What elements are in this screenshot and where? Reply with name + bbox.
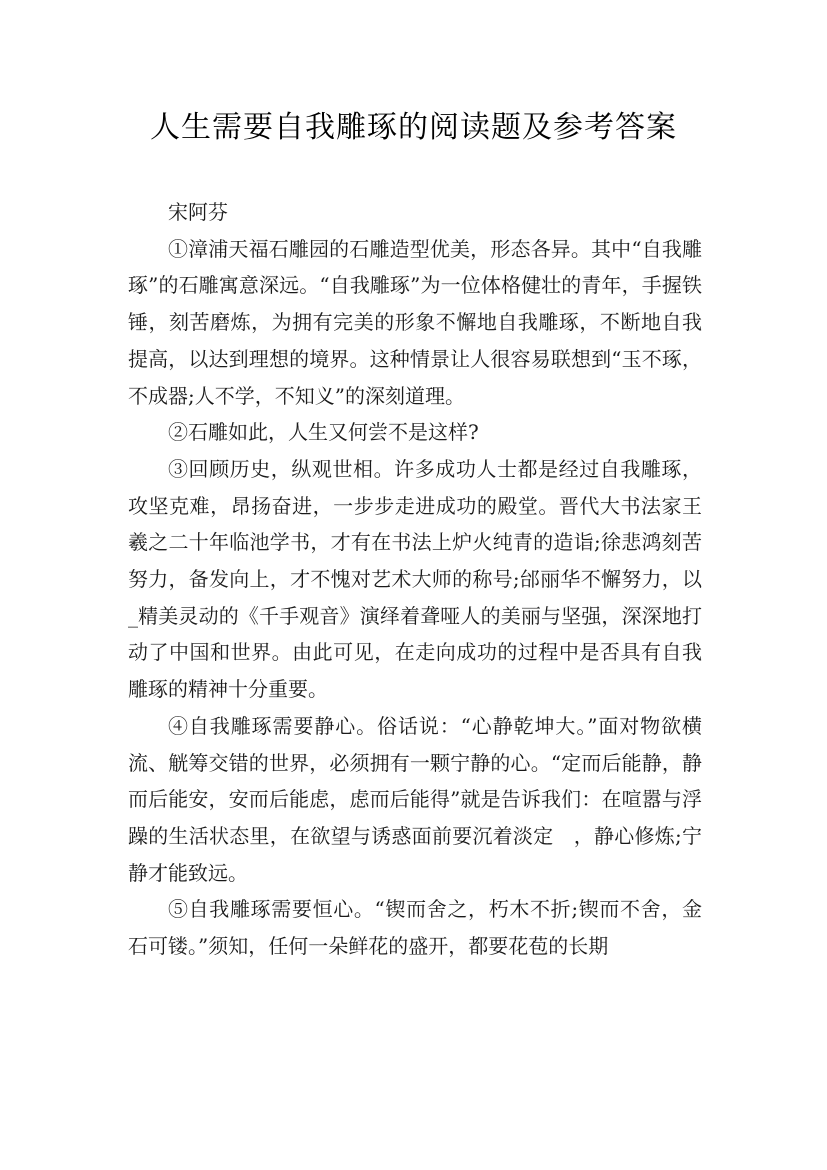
article-body bbox=[128, 194, 722, 965]
paragraph-3: ③回顾历史，纵观世相。许多成功人士都是经过自我雕琢，攻坚克难，昂扬奋进，一步步走进成功的殿堂。晋代大书法家王羲之二十年临池学书，才有在书法上炉火纯青的造诣;徐悲鸿刻苦努力，备发向上，才不愧对艺术大师的称号;邰丽华不懈努力，以_精美灵动的《千手观音》演绎着聋哑人的美丽与坚强，深深地打动了中国和世界。由此可见，在走向成功的过程中是否具有自我雕琢的精神十分重要。 bbox=[128, 456, 702, 702]
document-title: 人生需要自我雕琢的阅读题及参考答案 bbox=[150, 110, 677, 145]
author-name: 宋阿芬 bbox=[168, 200, 228, 224]
paragraph-2: ②石雕如此，人生又何尝不是这样? bbox=[168, 420, 479, 445]
paragraph-5: ⑤自我雕琢需要恒心。“锲而舍之，朽木不折;锲而不舍，金石可镂。”须知，任何一朵鲜花的盛开，都要花苞的长期 bbox=[128, 897, 702, 959]
paragraph-1: ①漳浦天福石雕园的石雕造型优美，形态各异。其中“自我雕琢”的石雕寓意深远。“自我雕琢”为一位体格健壮的青年，手握铁锤，刻苦磨炼，为拥有完美的形象不懈地自我雕琢，不断地自我提高，以达到理想的境界。这种情景让人很容易联想到“玉不琢，不成器;人不学，不知义”的深刻道理。 bbox=[128, 236, 702, 408]
paragraph-4: ④自我雕琢需要静心。俗话说：“心静乾坤大。”面对物欲横 流、觥筹交错的世界，必须拥有一颗宁静的心。“定而后能静，静而后能安，安而后能虑，虑而后能得”就是告诉我们：在喧嚣与浮躁的生活状态里，在欲望与诱惑面前要沉着淡定 ，静心修炼;宁静才能致远。 bbox=[128, 713, 722, 885]
